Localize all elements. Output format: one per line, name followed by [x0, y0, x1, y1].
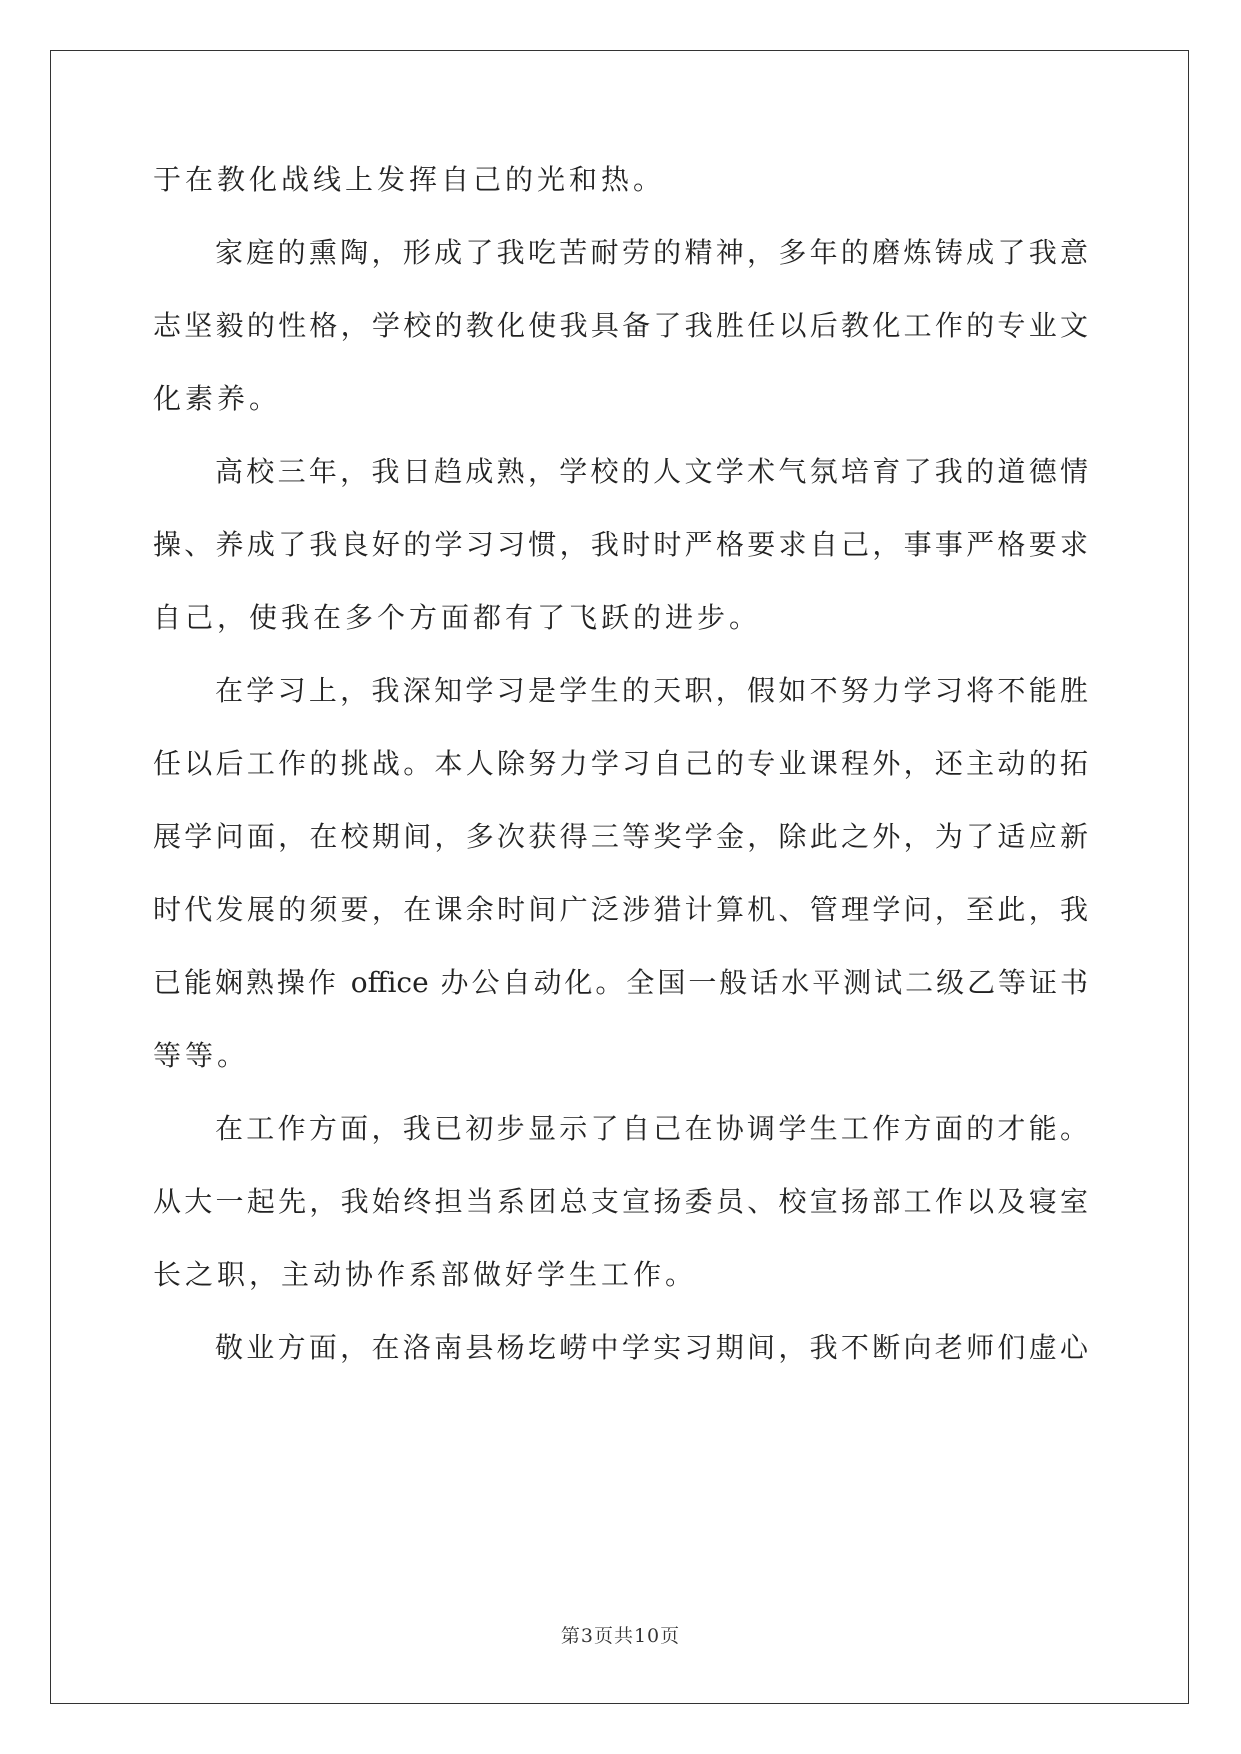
text-line: 在工作方面，我已初步显示了自己在协调学生工作方面的才能。 — [215, 1112, 1088, 1145]
page-border — [50, 50, 1189, 1704]
text-line: 时代发展的须要，在课余时间广泛涉猎计算机、管理学问，至此，我 — [153, 893, 1088, 926]
text-line: 从大一起先，我始终担当系团总支宣扬委员、校宣扬部工作以及寝室 — [153, 1185, 1088, 1218]
page-number: 第3页 — [560, 1625, 614, 1647]
text-line: 化素养。 — [153, 382, 282, 415]
text-line: 等等。 — [153, 1039, 250, 1072]
text-line: 长之职，主动协作系部做好学生工作。 — [153, 1258, 698, 1291]
text-line: 已能娴熟操作 office 办公自动化。全国一般话水平测试二级乙等证书 — [153, 966, 1088, 999]
text-line: 高校三年，我日趋成熟，学校的人文学术气氛培育了我的道德情 — [215, 455, 1088, 488]
text-line: 自己，使我在多个方面都有了飞跃的进步。 — [153, 601, 762, 634]
page-total: 共10页 — [613, 1625, 681, 1647]
page-footer — [0, 1622, 1241, 1650]
text-line: 在学习上，我深知学习是学生的天职，假如不努力学习将不能胜 — [215, 674, 1088, 707]
text-line: 家庭的熏陶，形成了我吃苦耐劳的精神，多年的磨炼铸成了我意 — [215, 236, 1088, 269]
text-line: 志坚毅的性格，学校的教化使我具备了我胜任以后教化工作的专业文 — [153, 309, 1088, 342]
text-line: 于在教化战线上发挥自己的光和热。 — [153, 163, 666, 196]
text-line: 操、养成了我良好的学习习惯，我时时严格要求自己，事事严格要求 — [153, 528, 1088, 561]
text-line: 敬业方面，在洛南县杨圪崂中学实习期间，我不断向老师们虚心 — [215, 1331, 1088, 1364]
text-line: 展学问面，在校期间，多次获得三等奖学金，除此之外，为了适应新 — [153, 820, 1088, 853]
text-line: 任以后工作的挑战。本人除努力学习自己的专业课程外，还主动的拓 — [153, 747, 1088, 780]
